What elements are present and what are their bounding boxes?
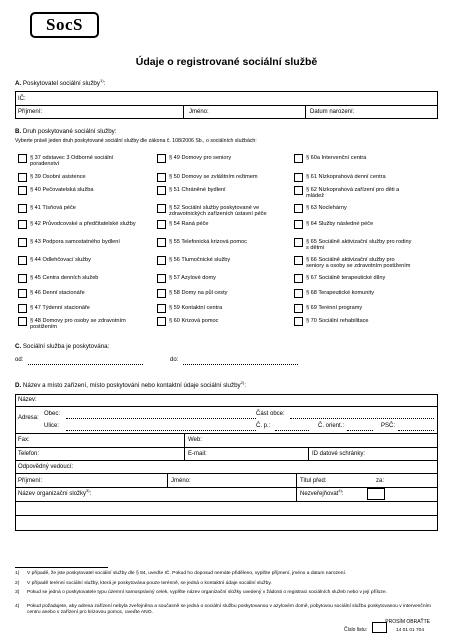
service-label: § 67 Sociálně terapeutické dílny bbox=[306, 275, 386, 281]
from-label: od: bbox=[15, 357, 24, 363]
service-label: § 40 Pečovatelská služba bbox=[30, 187, 94, 193]
service-checkbox[interactable] bbox=[18, 289, 27, 298]
service-label: § 69 Terénní programy bbox=[306, 305, 363, 311]
service-checkbox[interactable] bbox=[294, 317, 303, 326]
service-option[interactable] bbox=[157, 275, 277, 283]
footnote-text: V případě, že jste poskytovatel sociální služby dle § 84, uveďte IČ. Pokud ho doposud nemáte přiděleno, vyplňte příjmení, jméno a datum narození. bbox=[27, 571, 347, 576]
service-checkbox[interactable] bbox=[294, 304, 303, 313]
service-label: § 39 Osobní asistence bbox=[30, 174, 86, 180]
service-label: § 61 Nízkoprahová denní centra bbox=[306, 174, 386, 180]
service-option[interactable] bbox=[18, 305, 138, 313]
org-unit-label: Název organizační složky$^{3)}$: bbox=[18, 488, 92, 497]
service-option[interactable] bbox=[294, 305, 414, 313]
service-option[interactable] bbox=[18, 205, 138, 213]
section-a-heading: A. Poskytovatel sociální služby$^{1)}$: bbox=[15, 77, 106, 87]
service-option[interactable] bbox=[294, 239, 414, 252]
title-after-label: za: bbox=[376, 478, 385, 484]
psc-label: PSČ: bbox=[381, 423, 396, 429]
address-label: Adresa: bbox=[18, 415, 39, 421]
service-label: § 56 Tlumočnické služby bbox=[169, 257, 231, 263]
service-option[interactable] bbox=[18, 187, 138, 195]
service-checkbox[interactable] bbox=[294, 154, 303, 163]
co-label: Č. orient.: bbox=[318, 423, 345, 429]
footnote-number: 1) bbox=[15, 571, 20, 576]
service-label: § 48 Domovy pro osoby se zdravotním postižením bbox=[30, 318, 126, 331]
service-label: § 60a Intervenční centra bbox=[306, 155, 367, 161]
service-checkbox[interactable] bbox=[157, 256, 166, 265]
service-checkbox[interactable] bbox=[294, 204, 303, 213]
service-checkbox[interactable] bbox=[157, 173, 166, 182]
section-c-heading: C. Sociální služba je poskytována: bbox=[15, 343, 110, 350]
service-label: § 50 Domovy se zvláštním režimem bbox=[169, 174, 258, 180]
service-option[interactable] bbox=[294, 187, 414, 200]
service-checkbox[interactable] bbox=[157, 317, 166, 326]
service-option[interactable] bbox=[157, 174, 277, 182]
service-label: § 54 Raná péče bbox=[169, 221, 209, 227]
service-label: § 41 Tísňová péče bbox=[30, 205, 76, 211]
service-checkbox[interactable] bbox=[294, 186, 303, 195]
service-checkbox[interactable] bbox=[157, 289, 166, 298]
service-option[interactable] bbox=[18, 221, 138, 229]
service-label: § 52 Sociální služby poskytované ve zdravotnických zařízeních ústavní péče bbox=[169, 205, 267, 218]
municipality-label: Obec: bbox=[44, 411, 61, 417]
service-label: § 45 Centra denních služeb bbox=[30, 275, 99, 281]
manager-surname-label: Příjmení: bbox=[18, 478, 43, 484]
form-code: 14 01 01 704 bbox=[396, 628, 425, 633]
phone-label: Telefon: bbox=[18, 451, 40, 457]
service-checkbox[interactable] bbox=[157, 238, 166, 247]
service-option[interactable] bbox=[294, 257, 414, 270]
service-option[interactable] bbox=[18, 275, 138, 283]
service-label: § 63 Noclehárny bbox=[306, 205, 347, 211]
footnote bbox=[15, 581, 435, 587]
service-option[interactable] bbox=[157, 187, 277, 195]
service-label: § 66 Sociálně aktivizační služby pro seniory a osoby se zdravotním postižením bbox=[306, 257, 411, 270]
footnote-text: V případě terénní sociální služby, která je poskytována pouze terénně, se jedná o kontaktní údaje sociální služby. bbox=[27, 581, 272, 586]
service-label: § 42 Průvodcovské a předčitatelské služby bbox=[30, 221, 136, 227]
municipality-part-label: Část obce: bbox=[256, 411, 285, 417]
service-option[interactable] bbox=[294, 290, 414, 298]
do-not-publish-label: Nezveřejňovat$^{4)}$: bbox=[300, 488, 344, 497]
service-option[interactable] bbox=[18, 290, 138, 298]
page-title: Údaje o registrované sociální službě bbox=[135, 56, 318, 68]
service-checkbox[interactable] bbox=[157, 186, 166, 195]
service-checkbox[interactable] bbox=[18, 204, 27, 213]
service-label: § 60 Krizová pomoc bbox=[169, 318, 219, 324]
sheet-number-box[interactable] bbox=[372, 622, 387, 633]
name-label: Jméno: bbox=[189, 109, 209, 115]
birth-date-label: Datum narození: bbox=[310, 109, 355, 115]
cp-field[interactable] bbox=[275, 430, 309, 431]
service-checkbox[interactable] bbox=[157, 304, 166, 313]
service-checkbox[interactable] bbox=[294, 289, 303, 298]
ic-label: IČ: bbox=[18, 96, 26, 102]
service-label: § 62 Nízkoprahová zařízení pro děti a mládež bbox=[306, 187, 400, 200]
service-label: § 58 Domy na půl cesty bbox=[169, 290, 228, 296]
service-label: § 70 Sociální rehabilitace bbox=[306, 318, 369, 324]
service-option[interactable] bbox=[294, 205, 414, 213]
service-label: § 37 odstavec 3 Odborné sociální poradenství bbox=[30, 155, 114, 168]
socs-logo: SocS bbox=[30, 12, 99, 38]
service-label: § 68 Terapeutické komunity bbox=[306, 290, 374, 296]
co-field[interactable] bbox=[347, 430, 373, 431]
footnote bbox=[15, 571, 435, 577]
footnote-number: 4) bbox=[15, 604, 20, 609]
manager-firstname-label: Jméno: bbox=[171, 478, 191, 484]
service-checkbox[interactable] bbox=[18, 274, 27, 283]
manager-label: Odpovědný vedoucí: bbox=[18, 464, 74, 470]
service-option[interactable] bbox=[18, 239, 138, 247]
service-checkbox[interactable] bbox=[18, 317, 27, 326]
section-b-note: Vyberte právě jeden druh poskytované sociální služby dle zákona č. 108/2006 Sb., o sociálních službách: bbox=[15, 138, 257, 144]
service-option[interactable] bbox=[157, 257, 277, 265]
service-option[interactable] bbox=[294, 174, 414, 182]
service-label: § 43 Podpora samostatného bydlení bbox=[30, 239, 120, 245]
databox-label: ID datové schránky: bbox=[312, 451, 366, 457]
municipality-part-field[interactable] bbox=[290, 418, 434, 419]
section-d-heading: D. Název a místo zařízení, místo poskytování nebo kontaktní údaje sociální služby$^{2)}$: bbox=[15, 379, 246, 389]
service-option[interactable] bbox=[157, 290, 277, 298]
email-label: E-mail: bbox=[188, 451, 207, 457]
service-checkbox[interactable] bbox=[294, 173, 303, 182]
facility-name-label: Název: bbox=[18, 397, 37, 403]
service-label: § 47 Týdenní stacionáře bbox=[30, 305, 90, 311]
to-field[interactable] bbox=[183, 364, 298, 365]
fax-label: Fax: bbox=[18, 437, 30, 443]
service-checkbox[interactable] bbox=[18, 304, 27, 313]
service-option[interactable] bbox=[157, 221, 277, 229]
service-option[interactable] bbox=[294, 275, 414, 283]
service-option[interactable] bbox=[157, 155, 277, 163]
service-label: § 57 Azylové domy bbox=[169, 275, 216, 281]
service-option[interactable] bbox=[157, 318, 277, 326]
service-label: § 55 Telefonická krizová pomoc bbox=[169, 239, 247, 245]
section-b-heading: B. Druh poskytované sociální služby: bbox=[15, 128, 117, 135]
do-not-publish-box[interactable] bbox=[367, 488, 385, 500]
service-checkbox[interactable] bbox=[294, 256, 303, 265]
service-checkbox[interactable] bbox=[294, 220, 303, 229]
service-checkbox[interactable] bbox=[294, 238, 303, 247]
service-label: § 49 Domovy pro seniory bbox=[169, 155, 232, 161]
please-turn-over: PROSÍM OBRAŤTE bbox=[385, 619, 430, 625]
service-option[interactable] bbox=[18, 155, 138, 168]
service-label: § 51 Chráněné bydlení bbox=[169, 187, 226, 193]
sheet-number-label: Číslo listu: bbox=[344, 627, 368, 633]
service-checkbox[interactable] bbox=[18, 186, 27, 195]
service-checkbox[interactable] bbox=[18, 238, 27, 247]
service-label: § 64 Služby následné péče bbox=[306, 221, 374, 227]
footnote bbox=[15, 590, 435, 596]
service-label: § 59 Kontaktní centra bbox=[169, 305, 223, 311]
service-label: § 46 Denní stacionáře bbox=[30, 290, 85, 296]
street-label: Ulice: bbox=[44, 423, 60, 429]
footnote-text: Pokud se jedná o poskytovatele typu územní samosprávný celek, vyplňte název organizační složky uvedený v žádosti o registraci sociálních služeb nebo v její příloze. bbox=[27, 590, 387, 595]
service-option[interactable] bbox=[157, 205, 277, 218]
service-option[interactable] bbox=[157, 305, 277, 313]
service-option[interactable] bbox=[18, 318, 138, 331]
web-label: Web: bbox=[188, 437, 202, 443]
service-option[interactable] bbox=[157, 239, 277, 247]
service-checkbox[interactable] bbox=[157, 154, 166, 163]
footnote-number: 2) bbox=[15, 581, 20, 586]
service-option[interactable] bbox=[18, 174, 138, 182]
street-field[interactable] bbox=[66, 430, 256, 431]
service-checkbox[interactable] bbox=[18, 173, 27, 182]
service-checkbox[interactable] bbox=[294, 274, 303, 283]
surname-label: Příjmení: bbox=[18, 109, 43, 115]
psc-field[interactable] bbox=[398, 430, 434, 431]
service-checkbox[interactable] bbox=[157, 204, 166, 213]
service-checkbox[interactable] bbox=[18, 220, 27, 229]
from-field[interactable] bbox=[28, 364, 143, 365]
footnote-number: 3) bbox=[15, 590, 20, 595]
service-label: § 44 Odlehčovací služby bbox=[30, 257, 91, 263]
title-before-label: Titul před: bbox=[300, 478, 327, 484]
municipality-field[interactable] bbox=[66, 418, 256, 419]
service-option[interactable] bbox=[18, 257, 138, 265]
service-option[interactable] bbox=[294, 155, 414, 163]
service-checkbox[interactable] bbox=[157, 220, 166, 229]
footnote bbox=[15, 604, 435, 615]
service-label: § 65 Sociálně aktivizační služby pro rodiny s dětmi bbox=[306, 239, 412, 252]
service-checkbox[interactable] bbox=[18, 256, 27, 265]
section-d-box bbox=[15, 394, 438, 531]
service-option[interactable] bbox=[294, 318, 414, 326]
service-option[interactable] bbox=[294, 221, 414, 229]
service-checkbox[interactable] bbox=[18, 154, 27, 163]
service-checkbox[interactable] bbox=[157, 274, 166, 283]
to-label: do: bbox=[170, 357, 179, 363]
cp-label: Č. p.: bbox=[256, 423, 271, 429]
footnote-text: Pokud požadujete, aby adresa zařízení nebyla zveřejněna a současně se jedná o sociální službu poskytovanou v azylovém domě, pobytovou sociální službu poskytovanou v intervenčním centru anebo v zařízení pro krizovou pomoc, uveďte ANO. bbox=[27, 604, 431, 615]
